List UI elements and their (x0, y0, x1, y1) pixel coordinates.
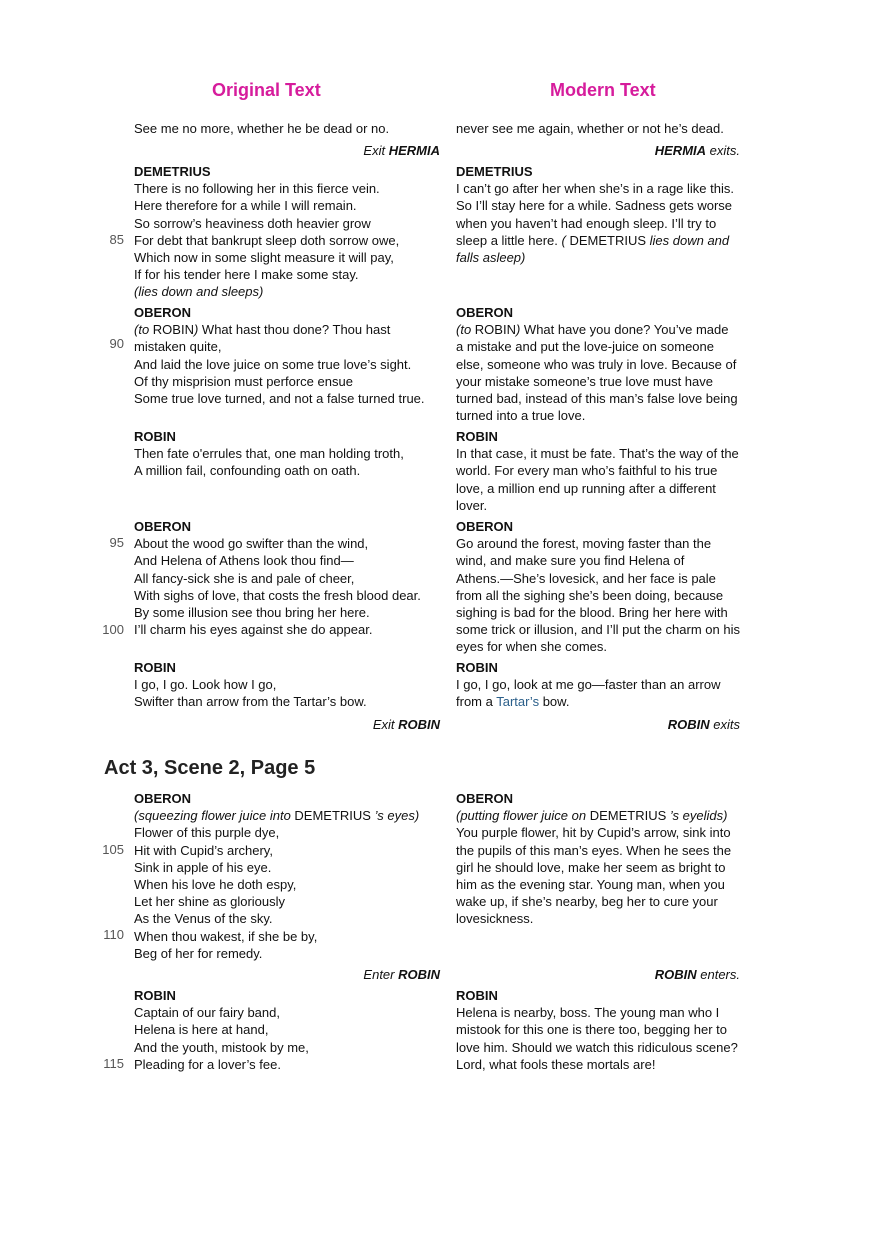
verse-line: Pleading for a lover’s fee. (134, 1056, 281, 1072)
speaker-name: ROBIN (134, 988, 176, 1003)
verse-line: Let her shine as gloriously (134, 894, 286, 910)
modern-passage (456, 428, 746, 514)
verse-line: mistaken quite, (134, 339, 222, 355)
stage-direction-modern (456, 142, 740, 159)
verse-line: Some true love turned, and not a false turned true. (134, 391, 425, 407)
prose-line: girl he should love, make her seem as bright to (456, 859, 726, 875)
speaker-name: OBERON (134, 791, 192, 806)
character-name: ROBIN (398, 967, 440, 982)
stage-direction-line (456, 807, 746, 824)
line-number: 105 (102, 842, 124, 857)
prose-line: turned into a true love. (456, 408, 586, 424)
character-name: DEMETRIUS (589, 808, 667, 824)
speaker-name: ROBIN (456, 660, 498, 675)
original-passage (134, 163, 440, 301)
stage-direction-text: Exit (372, 717, 399, 732)
prose-line: him as the evening star. Young man, when you (456, 877, 725, 893)
original-text-header: Original Text (212, 80, 321, 100)
speaker-name: OBERON (134, 519, 192, 534)
stage-direction: ) (193, 322, 199, 338)
speaker-name: OBERON (456, 305, 514, 320)
prose-line: In that case, it must be fate. That’s the way of the (456, 446, 739, 462)
stage-direction-modern (456, 716, 740, 733)
prose-line: when you haven’t had enough sleep. I’ll try to (456, 215, 717, 231)
prose-line: else, someone who was truly in love. Because of (456, 356, 737, 372)
original-passage (134, 987, 440, 1073)
prose-line: Helena is nearby, boss. The young man who I (456, 1005, 720, 1021)
line-number: 115 (103, 1056, 124, 1071)
line-number: 85 (109, 232, 124, 247)
verse-line (134, 321, 440, 338)
verse-line: Sink in apple of his eye. (134, 859, 272, 875)
speaker-name: ROBIN (456, 429, 498, 444)
verse-line: Flower of this purple dye, (134, 825, 280, 841)
verse-line: When thou wakest, if she be by, (134, 928, 318, 944)
modern-passage (456, 163, 746, 266)
prose-line: a mistake and put the love-juice on someone (456, 339, 714, 355)
stage-direction: lies down and (646, 232, 730, 248)
line-number: 95 (109, 535, 124, 550)
verse-line: Then fate o'errules that, one man holding troth, (134, 446, 404, 462)
prose-line: I can’t go after her when she’s in a rage like this. (456, 181, 734, 197)
stage-direction-text: exits (709, 717, 740, 732)
line-number: 90 (109, 336, 124, 351)
original-passage (134, 790, 440, 962)
original-passage (134, 659, 440, 711)
character-name: HERMIA (388, 143, 440, 158)
prose-text: sleep a little here. (456, 232, 562, 248)
prose-line: your mistake someone’s true love must have (456, 373, 713, 389)
stage-direction: ’s eyelids) (666, 808, 728, 824)
speaker-name: OBERON (456, 791, 514, 806)
prose-line: the pupils of this man’s eyes. When he sees the (456, 842, 732, 858)
prose-line: love, a million end up running after a different (456, 480, 716, 496)
stage-direction: (to (134, 322, 153, 338)
character-name: DEMETRIUS (294, 808, 371, 824)
prose-line: Athens.—She’s lovesick, and her face is pale (456, 570, 716, 586)
prose-text: What have you done? You’ve made (520, 322, 729, 338)
stage-direction: (lies down and sleeps) (134, 284, 264, 300)
stage-direction-text: Enter (363, 967, 399, 982)
modern-passage (456, 659, 746, 711)
prose-line: I go, I go, look at me go—faster than an arrow (456, 677, 721, 693)
stage-direction-line (134, 807, 440, 824)
stage-direction: ) (515, 322, 521, 338)
stage-direction: ( (561, 232, 570, 248)
stage-direction-original (134, 716, 440, 733)
prose-line: So I’ll stay here for a while. Sadness gets worse (456, 198, 733, 214)
prose-line: world. For every man who’s faithful to his true (456, 463, 718, 479)
stage-direction: (putting flower juice on (456, 808, 590, 824)
verse-line: Helena is here at hand, (134, 1022, 269, 1038)
prose-line: You purple flower, hit by Cupid’s arrow, sink into (456, 825, 731, 841)
verse-line: With sighs of love, that costs the fresh blood dear. (134, 587, 421, 603)
speaker-name: ROBIN (456, 988, 498, 1003)
stage-direction: falls asleep) (456, 250, 526, 266)
verse-line: Captain of our fairy band, (134, 1005, 280, 1021)
modern-passage (456, 304, 746, 424)
character-name: ROBIN (398, 717, 440, 732)
original-passage (134, 428, 440, 480)
prose-line: love him. Should we watch this ridiculous scene? (456, 1039, 738, 1055)
speaker-name: DEMETRIUS (456, 164, 533, 179)
scene-title: Act 3, Scene 2, Page 5 (104, 757, 316, 779)
verse-line: A million fail, confounding oath on oath. (134, 463, 361, 479)
verse-line: And the youth, mistook by me, (134, 1039, 309, 1055)
prose-line: Lord, what fools these mortals are! (456, 1056, 656, 1072)
prose-line (456, 693, 746, 710)
stage-direction-original (134, 966, 440, 983)
prose-line: some trick or illusion, and I’ll put the charm on his (456, 622, 740, 638)
stage-direction-text: exits. (706, 143, 740, 158)
speaker-name: ROBIN (134, 660, 176, 675)
character-name: ROBIN (654, 967, 697, 982)
verse-line: Beg of her for remedy. (134, 945, 263, 961)
modern-text-header: Modern Text (550, 80, 656, 100)
stage-direction-text: Exit (363, 143, 389, 158)
modern-passage (456, 790, 746, 928)
prose-text: bow. (539, 694, 570, 710)
line-number: 110 (103, 927, 124, 942)
original-passage (134, 518, 440, 638)
prose-line: wake up, if she’s nearby, beg her to cure your (456, 894, 718, 910)
prose-line: never see me again, whether or not he’s dead. (456, 121, 724, 136)
verse-line: And Helena of Athens look thou find— (134, 553, 354, 569)
prose-line: Go around the forest, moving faster than the (456, 536, 712, 552)
stage-direction-text: enters. (696, 967, 740, 982)
prose-line: lover. (456, 497, 488, 513)
speaker-name: OBERON (456, 519, 514, 534)
verse-line: As the Venus of the sky. (134, 911, 273, 927)
verse-line: For debt that bankrupt sleep doth sorrow owe, (134, 232, 400, 248)
prose-line: lovesickness. (456, 911, 534, 927)
verse-line: When his love he doth espy, (134, 877, 297, 893)
verse-line: If for his tender here I make some stay. (134, 267, 359, 283)
character-name: ROBIN (152, 322, 194, 338)
stage-direction-modern (456, 966, 740, 983)
stage-direction: (to (456, 322, 475, 338)
prose-line: eyes for when she comes. (456, 639, 608, 655)
verse-line: By some illusion see thou bring her here. (134, 605, 370, 621)
verse-line: So sorrow’s heaviness doth heavier grow (134, 215, 371, 231)
prose-line: turned bad, instead of this man’s false love being (456, 391, 738, 407)
prose-line: wind, and make sure you find Helena of (456, 553, 685, 569)
verse-line: There is no following her in this fierce vein. (134, 181, 380, 197)
modern-passage (456, 518, 746, 656)
character-name: ROBIN (474, 322, 516, 338)
speaker-name: OBERON (134, 305, 192, 320)
verse-line: Which now in some slight measure it will pay, (134, 250, 394, 266)
prose-line: sighing is bad for the blood. Bring her here with (456, 605, 728, 621)
verse-line: Here therefore for a while I will remain. (134, 198, 357, 214)
prose-text: from a (456, 694, 497, 710)
prose-line (456, 232, 746, 249)
verse-line: All fancy-sick she is and pale of cheer, (134, 570, 355, 586)
stage-direction-original (134, 142, 440, 159)
tartar-link[interactable]: Tartar’s (496, 694, 540, 710)
verse-line: Swifter than arrow from the Tartar’s bow. (134, 694, 367, 710)
prose-line: mistook for this one is there too, begging her to (456, 1022, 727, 1038)
verse-line: See me no more, whether he be dead or no. (134, 121, 390, 136)
speaker-name: DEMETRIUS (134, 164, 211, 179)
speaker-name: ROBIN (134, 429, 176, 444)
line-number: 100 (102, 622, 124, 637)
verse-line: And laid the love juice on some true love’s sight. (134, 356, 412, 372)
modern-passage (456, 987, 746, 1073)
original-passage (134, 304, 440, 407)
verse-line: I go, I go. Look how I go, (134, 677, 277, 693)
verse-line: About the wood go swifter than the wind, (134, 536, 369, 552)
original-passage (134, 120, 440, 137)
character-name: HERMIA (654, 143, 707, 158)
modern-passage (456, 120, 746, 137)
character-name: ROBIN (667, 717, 710, 732)
stage-direction: ’s eyes) (370, 808, 420, 824)
verse-line: Hit with Cupid’s archery, (134, 842, 273, 858)
verse-line: I’ll charm his eyes against she do appear. (134, 622, 373, 638)
character-name: DEMETRIUS (569, 232, 647, 248)
stage-direction: (squeezing flower juice into (134, 808, 295, 824)
prose-line: from all the sighing she’s been doing, because (456, 587, 724, 603)
verse-text: What hast thou done? Thou hast (198, 322, 391, 338)
prose-line (456, 321, 746, 338)
verse-line: Of thy misprision must perforce ensue (134, 373, 353, 389)
